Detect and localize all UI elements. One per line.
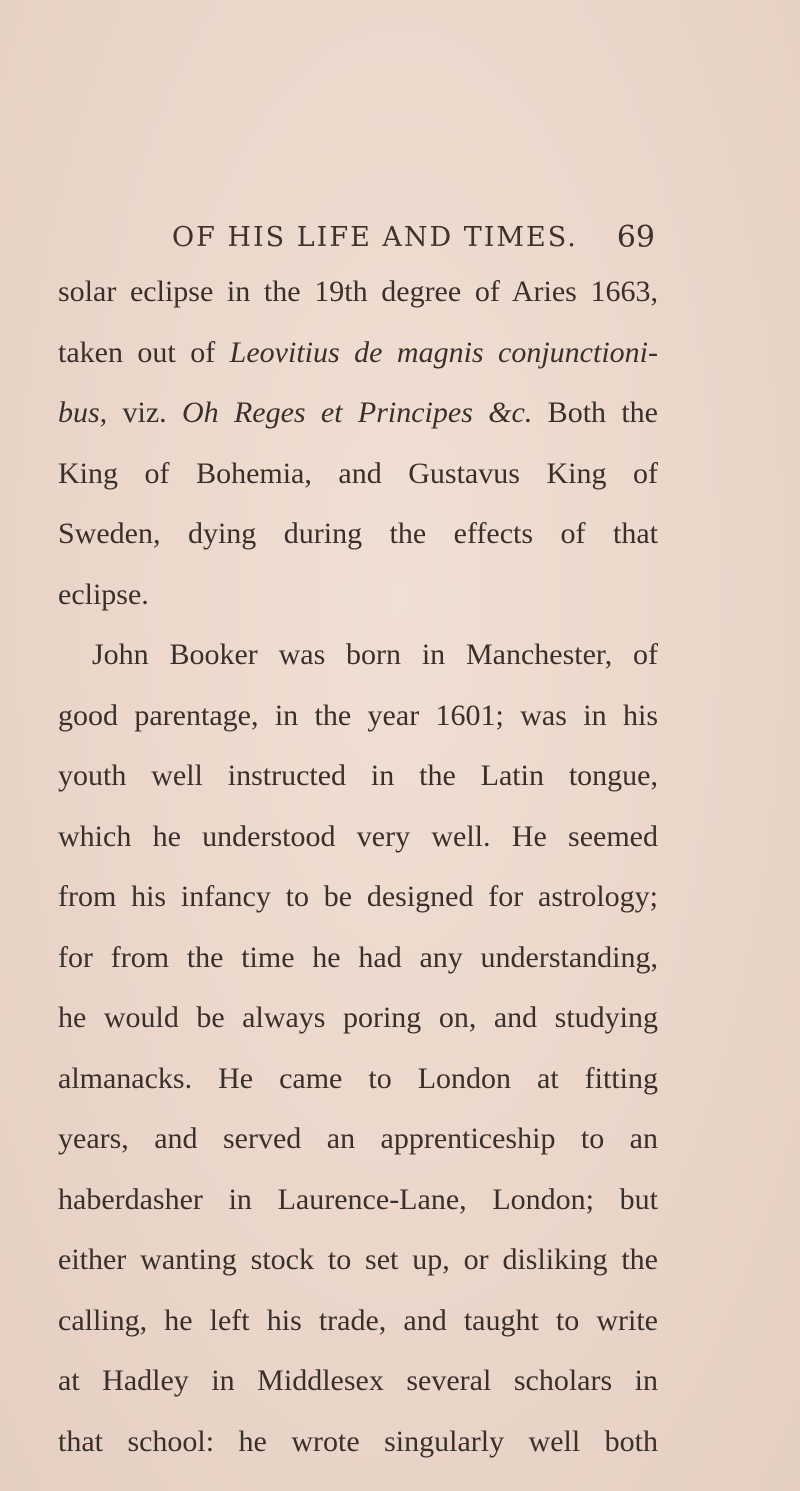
text-line [58, 1230, 658, 1291]
text-segment: either wanting stock to set up, or disliking the [58, 1243, 658, 1276]
italic-text-segment: Leovitius de magnis conjunctioni- [229, 335, 658, 369]
text-segment: John Booker was born in Manchester, of [92, 638, 658, 671]
text-line [58, 867, 658, 928]
text-segment: eclipse. [58, 577, 149, 611]
text-segment: taken out of [58, 335, 230, 369]
text-segment: at Hadley in Middlesex several scholars in [58, 1364, 658, 1397]
text-line [58, 625, 658, 686]
text-segment: which he understood very well. He seemed [58, 819, 658, 853]
text-segment: youth well instructed in the Latin tongue, [58, 759, 658, 792]
text-segment: King of Bohemia, and Gustavus King of [58, 456, 658, 490]
text-line [58, 1049, 658, 1110]
italic-text-segment: bus, [58, 396, 108, 429]
italic-text-segment: Oh Reges et Principes &c. [181, 396, 533, 429]
text-line [58, 504, 658, 565]
text-segment: solar eclipse in the 19th degree of Aries 1663, [58, 275, 658, 308]
text-line [58, 1109, 658, 1170]
text-line [58, 1291, 658, 1352]
text-segment: Sweden, dying during the effects of that [58, 517, 658, 550]
text-line [58, 1412, 658, 1473]
text-segment: good parentage, in the year 1601; was in his [58, 698, 658, 732]
text-segment: Both the [532, 396, 658, 429]
text-segment: calling, he left his trade, and taught to write [58, 1303, 658, 1337]
text-line [58, 444, 658, 505]
running-title: OF HIS LIFE AND TIMES. [172, 222, 578, 253]
text-segment: viz. [107, 396, 182, 429]
text-line [58, 383, 658, 444]
body-text [58, 262, 658, 1472]
text-line [58, 746, 658, 807]
text-line [58, 1351, 658, 1412]
text-line [58, 988, 658, 1049]
text-segment: from his infancy to be designed for astrology; [58, 880, 658, 913]
text-line [58, 262, 658, 323]
text-segment: that school: he wrote singularly well both [58, 1424, 658, 1458]
text-line [58, 807, 658, 868]
text-segment: haberdasher in Laurence-Lane, London; but [58, 1182, 658, 1216]
text-line [58, 928, 658, 989]
text-segment: he would be always poring on, and studying [58, 1001, 658, 1034]
text-line [58, 565, 658, 626]
text-line [58, 686, 658, 747]
text-segment: for from the time he had any understanding, [58, 940, 658, 974]
text-segment: almanacks. He came to London at fitting [58, 1061, 658, 1095]
page-number: 69 [616, 220, 655, 255]
text-line [58, 323, 658, 384]
running-head [60, 222, 655, 262]
text-segment: years, and served an apprenticeship to an [58, 1122, 658, 1155]
text-line [58, 1170, 658, 1231]
